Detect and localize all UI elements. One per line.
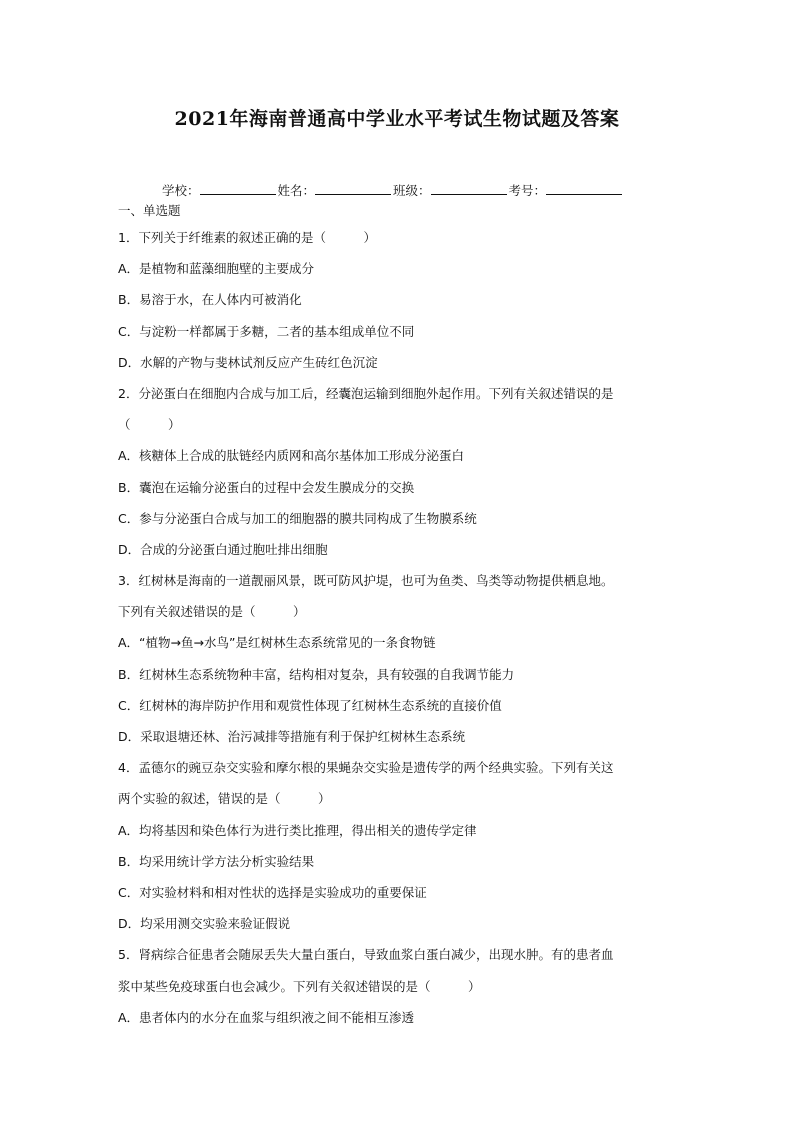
school-label: 学校： [162,183,200,198]
text-line: 下列有关叙述错误的是（ ） [118,604,306,620]
text-line: A．核糖体上合成的肽链经内质网和高尔基体加工形成分泌蛋白 [118,448,465,464]
text-line: 3．红树林是海南的一道靓丽风景，既可防风护堤，也可为鱼类、鸟类等动物提供栖息地。 [118,573,614,589]
text-line: 1．下列关于纤维素的叙述正确的是（ ） [118,230,376,245]
school-blank [200,182,276,195]
text-line: （ ） [118,417,181,433]
text-line: D．均采用测交实验来验证假说 [118,916,291,932]
exam-number-label: 考号： [508,183,547,198]
text-line: B．囊泡在运输分泌蛋白的过程中会发生膜成分的交换 [118,479,415,495]
text-line: C．与淀粉一样都属于多糖，二者的基本组成单位不同 [118,323,415,339]
exam-number-blank [546,182,622,195]
name-label: 姓名： [277,183,316,198]
text-line: B．均采用统计学方法分析实验结果 [118,853,315,869]
text-line: B．易溶于水，在人体内可被消化 [118,292,302,308]
student-info-row [162,181,624,199]
text-line: C．参与分泌蛋白合成与加工的细胞器的膜共同构成了生物膜系统 [118,510,477,526]
class-blank [431,182,507,195]
text-line: 5．肾病综合征患者会随尿丢失大量白蛋白，导致血浆白蛋白减少，出现水肿。有的患者血 [118,947,614,963]
text-line: C．对实验材料和相对性状的选择是实验成功的重要保证 [118,884,427,900]
text-line: 浆中某些免疫球蛋白也会减少。下列有关叙述错误的是（ ） [118,978,481,994]
text-line: D．合成的分泌蛋白通过胞吐排出细胞 [118,541,328,557]
text-line: B．红树林生态系统物种丰富，结构相对复杂，具有较强的自我调节能力 [118,666,515,682]
text-line: A．患者体内的水分在血浆与组织液之间不能相互渗透 [118,1009,415,1025]
page-title: 2021年海南普通高中学业水平考试生物试题及答案 [174,108,620,130]
name-blank [315,182,391,195]
text-line: D．水解的产物与斐林试剂反应产生砖红色沉淀 [118,354,378,370]
text-line: A．是植物和蓝藻细胞壁的主要成分 [118,261,315,277]
class-label: 班级： [393,183,431,198]
section-heading: 一、单选题 [118,203,181,218]
text-line: A．“植物→鱼→水鸟”是红树林生态系统常见的一条食物链 [118,635,436,651]
text-line: C．红树林的海岸防护作用和观赏性体现了红树林生态系统的直接价值 [118,697,502,713]
text-line: 2．分泌蛋白在细胞内合成与加工后，经囊泡运输到细胞外起作用。下列有关叙述错误的是 [118,385,614,401]
text-line: A．均将基因和染色体行为进行类比推理，得出相关的遗传学定律 [118,822,477,838]
text-line: 4．孟德尔的豌豆杂交实验和摩尔根的果蝇杂交实验是遗传学的两个经典实验。下列有关这 [118,760,614,776]
text-line: 两个实验的叙述，错误的是（ ） [118,791,331,807]
question-content [118,200,688,1033]
text-line: D．采取退塘还林、治污减排等措施有利于保护红树林生态系统 [118,729,466,744]
